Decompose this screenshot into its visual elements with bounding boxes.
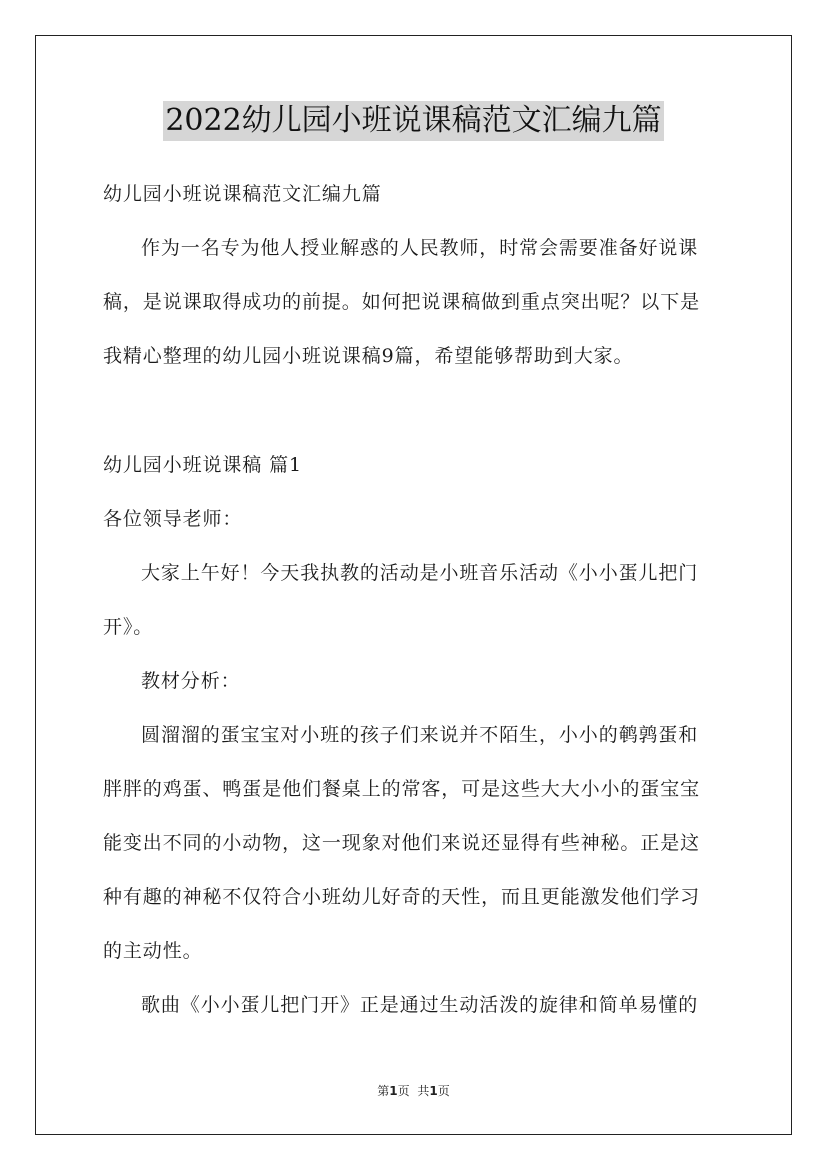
document-title: 2022幼儿园小班说课稿范文汇编九篇 [163, 101, 663, 141]
paragraph-line: 圆溜溜的蛋宝宝对小班的孩子们来说并不陌生，小小的鹌鹑蛋和 [141, 724, 699, 746]
section-heading: 幼儿园小班说课稿 篇1 [103, 454, 303, 476]
paragraph-line: 开》。 [103, 616, 154, 638]
total-prefix: 共 [417, 1084, 430, 1098]
total-suffix: 页 [437, 1084, 450, 1098]
total-pages: 1 [429, 1084, 438, 1098]
subsection-heading: 教材分析： [141, 670, 241, 692]
document-subtitle: 幼儿园小班说课稿范文汇编九篇 [103, 183, 382, 205]
paragraph-line: 的主动性。 [103, 940, 203, 962]
salutation: 各位领导老师： [103, 508, 243, 530]
paragraph-line: 歌曲《小小蛋儿把门开》正是通过生动活泼的旋律和简单易懂的 [141, 994, 699, 1016]
page-suffix: 页 [397, 1084, 410, 1098]
paragraph-line: 作为一名专为他人授业解惑的人民教师，时常会需要准备好说课 [141, 237, 699, 259]
page-number: 1 [389, 1084, 398, 1098]
page-footer [0, 1083, 827, 1099]
paragraph-line: 大家上午好！今天我执教的活动是小班音乐活动《小小蛋儿把门 [141, 562, 699, 584]
paragraph-line: 能变出不同的小动物，这一现象对他们来说还显得有些神秘。正是这 [103, 832, 701, 854]
paragraph-line: 稿，是说课取得成功的前提。如何把说课稿做到重点突出呢？以下是 [103, 291, 701, 313]
paragraph-line: 胖胖的鸡蛋、鸭蛋是他们餐桌上的常客，可是这些大大小小的蛋宝宝 [103, 778, 701, 800]
page-prefix: 第 [377, 1084, 390, 1098]
title-container [0, 101, 827, 141]
paragraph-line: 我精心整理的幼儿园小班说课稿9篇，希望能够帮助到大家。 [103, 345, 634, 367]
paragraph-line: 种有趣的神秘不仅符合小班幼儿好奇的天性，而且更能激发他们学习 [103, 886, 701, 908]
